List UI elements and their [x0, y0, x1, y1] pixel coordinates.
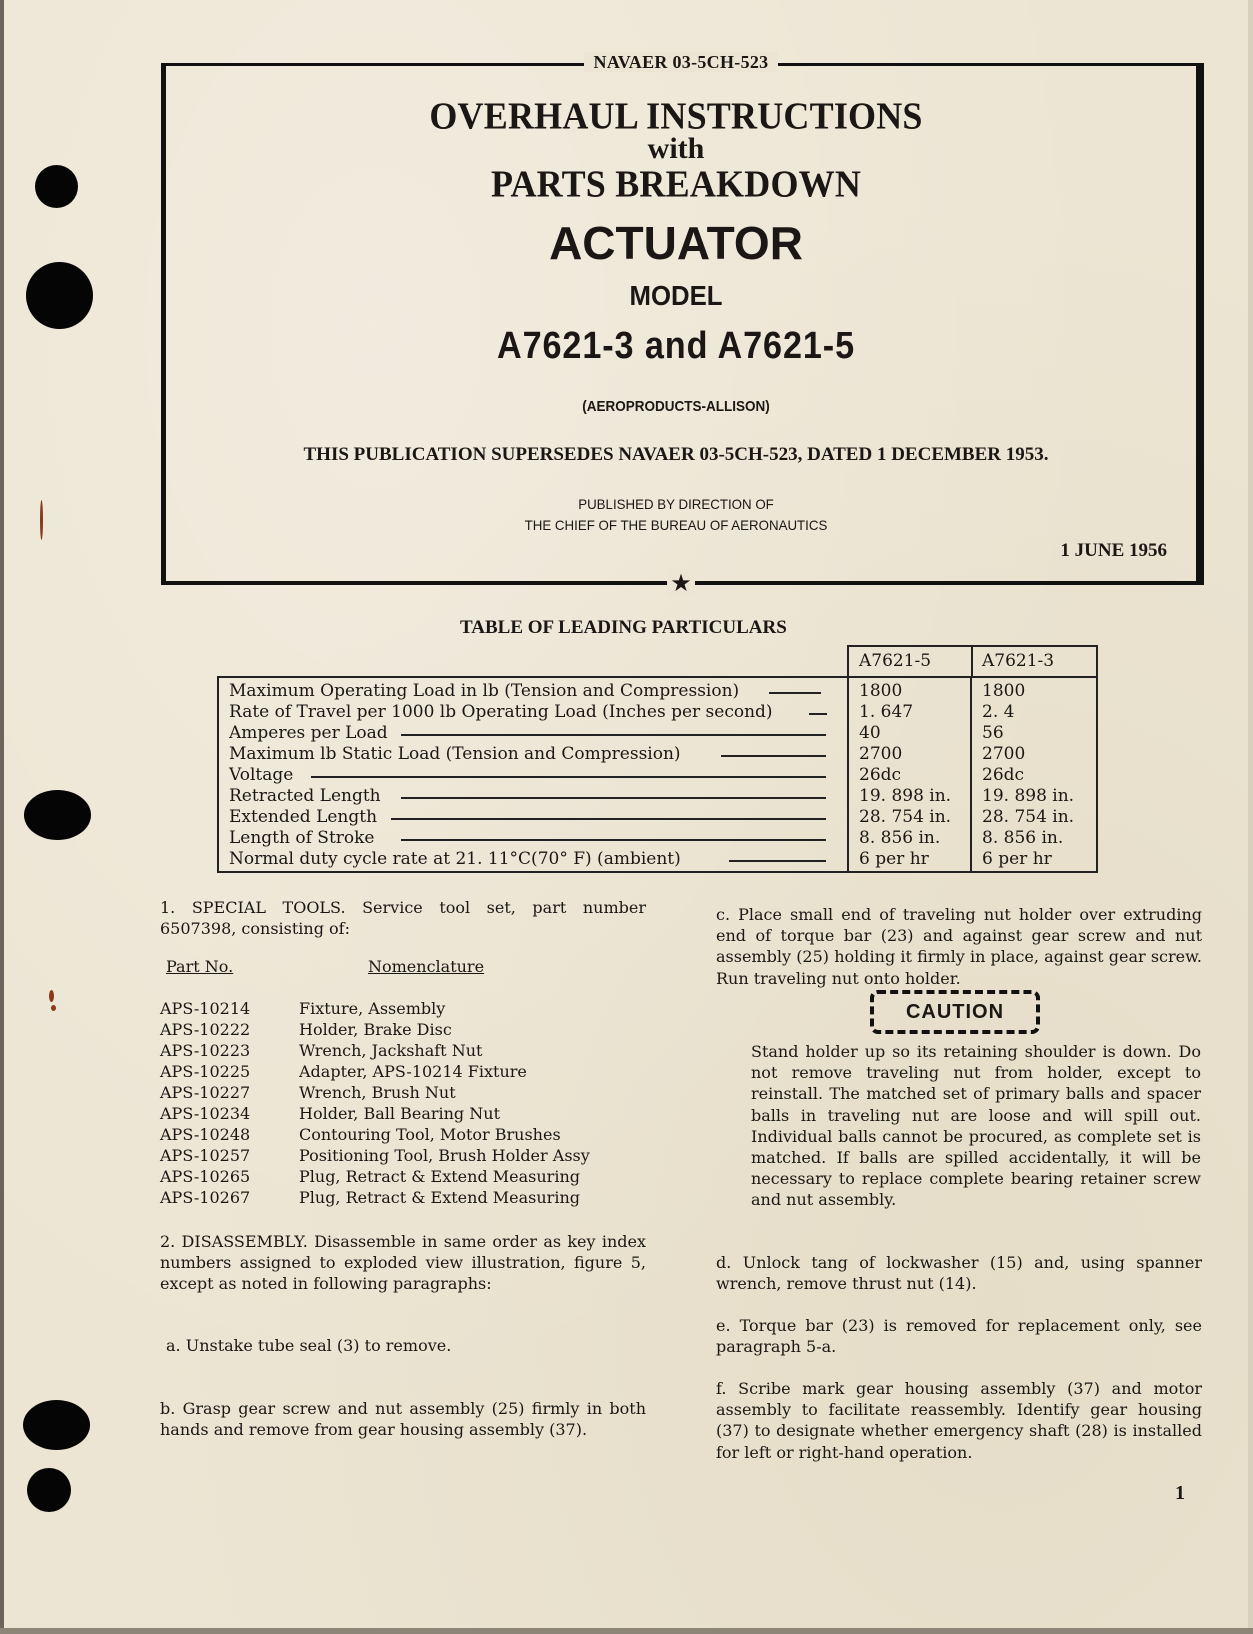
list-item: Wrench, Brush Nut	[299, 1083, 456, 1102]
list-item: Contouring Tool, Motor Brushes	[299, 1125, 561, 1144]
title-with: with	[647, 132, 705, 165]
list-item: APS-10265	[160, 1167, 251, 1186]
publication-date: 1 JUNE 1956	[1060, 540, 1167, 561]
section-disassembly-intro: 2. DISASSEMBLY. Disassemble in same order as key index numbers assigned to exploded view illustration, figure 5, except as noted in following paragraphs:	[160, 1232, 646, 1294]
binder-hole-icon	[35, 165, 78, 208]
step-d: d. Unlock tang of lockwasher (15) and, using spanner wrench, remove thrust nut (14).	[716, 1253, 1202, 1294]
step-f: f. Scribe mark gear housing assembly (37) and motor assembly to facilitate reassembly. Identify gear housing (37) to designate whether emergency shaft (28) is installed for left or right-hand operation.	[716, 1379, 1202, 1462]
list-item: Plug, Retract & Extend Measuring	[299, 1188, 580, 1207]
rust-stain	[51, 1005, 56, 1011]
caution-badge: CAUTION	[870, 990, 1040, 1034]
title-parts-breakdown: PARTS BREAKDOWN	[490, 163, 862, 205]
step-b: b. Grasp gear screw and nut assembly (25) firmly in both hands and remove from gear housing assembly (37).	[160, 1399, 646, 1440]
list-item: Holder, Ball Bearing Nut	[299, 1104, 500, 1123]
page-left-edge	[0, 0, 4, 1634]
list-item: APS-10267	[160, 1188, 251, 1207]
star-icon: ★	[667, 569, 695, 597]
step-e: e. Torque bar (23) is removed for replacement only, see paragraph 5-a.	[716, 1316, 1202, 1357]
rust-stain	[40, 500, 43, 540]
list-item: APS-10227	[160, 1083, 251, 1102]
list-item: Fixture, Assembly	[299, 999, 446, 1018]
table-body: Maximum Operating Load in lb (Tension and Compression) 1800 1800 Rate of Travel per 1000 lb Operating Load (Inches per second) 1. 647 2. 4 Amperes per Load 40 56 Maximum lb Static Load (Tension and Compression) 2700 2700 Voltage 26dc 26dc Retracted Length 19. 898 in. 19. 898 in. Extended Length 28. 754 in. 28. 754 in. Length of Stroke 8. 856 in. 8. 856 in. Normal duty cycle rate at 21. 11°C(70° F) (ambient) 6 per hr 6 per hr	[217, 676, 1098, 873]
list-item: APS-10225	[160, 1062, 251, 1081]
table-header	[847, 645, 1098, 676]
caution-text: Stand holder up so its retaining shoulder is down. Do not remove traveling nut from holder, except to reinstall. The matched set of primary balls and spacer balls in traveling nut are loose and will spill out. Individual balls cannot be procured, as complete set is matched. If balls are spilled accidentally, it will be necessary to replace complete bearing retainer screw and nut assembly.	[751, 1042, 1201, 1210]
particulars-table	[217, 645, 1098, 873]
binder-hole-icon	[26, 262, 93, 329]
published-by-line1: PUBLISHED BY DIRECTION OF	[578, 496, 774, 512]
tools-column-nomenclature: Nomenclature	[368, 957, 485, 976]
list-item: Holder, Brake Disc	[299, 1020, 452, 1039]
document-number: NAVAER 03-5CH-523	[584, 52, 779, 72]
model-label: MODEL	[629, 280, 723, 311]
list-item: APS-10234	[160, 1104, 251, 1123]
page-number: 1	[1175, 1482, 1185, 1504]
list-item: APS-10223	[160, 1041, 251, 1060]
supersedes-notice: THIS PUBLICATION SUPERSEDES NAVAER 03-5CH-523, DATED 1 DECEMBER 1953.	[303, 444, 1049, 465]
rust-stain	[49, 990, 54, 1002]
title-overhaul: OVERHAUL INSTRUCTIONS	[429, 95, 923, 137]
list-item: APS-10257	[160, 1146, 251, 1165]
manufacturer: (AEROPRODUCTS-ALLISON)	[582, 398, 770, 415]
column-header: A7621-3	[982, 651, 1055, 671]
section-special-tools-intro: 1. SPECIAL TOOLS. Service tool set, part number 6507398, consisting of:	[160, 898, 646, 939]
step-a: a. Unstake tube seal (3) to remove.	[166, 1336, 452, 1355]
list-item: Plug, Retract & Extend Measuring	[299, 1167, 580, 1186]
list-item: APS-10214	[160, 999, 251, 1018]
binder-hole-icon	[24, 790, 91, 840]
model-numbers: A7621-3 and A7621-5	[496, 325, 856, 367]
particulars-table-title: TABLE OF LEADING PARTICULARS	[460, 617, 787, 638]
subject-title: ACTUATOR	[549, 217, 803, 269]
list-item: Adapter, APS-10214 Fixture	[299, 1062, 527, 1081]
column-header: A7621-5	[859, 651, 932, 671]
published-by-line2: THE CHIEF OF THE BUREAU OF AERONAUTICS	[524, 517, 828, 533]
binder-hole-icon	[23, 1400, 90, 1450]
list-item: Positioning Tool, Brush Holder Assy	[299, 1146, 590, 1165]
list-item: APS-10248	[160, 1125, 251, 1144]
page-bottom-edge	[0, 1628, 1253, 1634]
page-right-edge	[1248, 0, 1253, 1634]
step-c: c. Place small end of traveling nut holder over extruding end of torque bar (23) and against gear screw and nut assembly (25) holding it firmly in place, against gear screw. Run traveling nut onto holder.	[716, 905, 1202, 988]
list-item: Wrench, Jackshaft Nut	[299, 1041, 483, 1060]
tools-column-part-no: Part No.	[166, 957, 234, 976]
list-item: APS-10222	[160, 1020, 251, 1039]
binder-hole-icon	[27, 1468, 71, 1512]
